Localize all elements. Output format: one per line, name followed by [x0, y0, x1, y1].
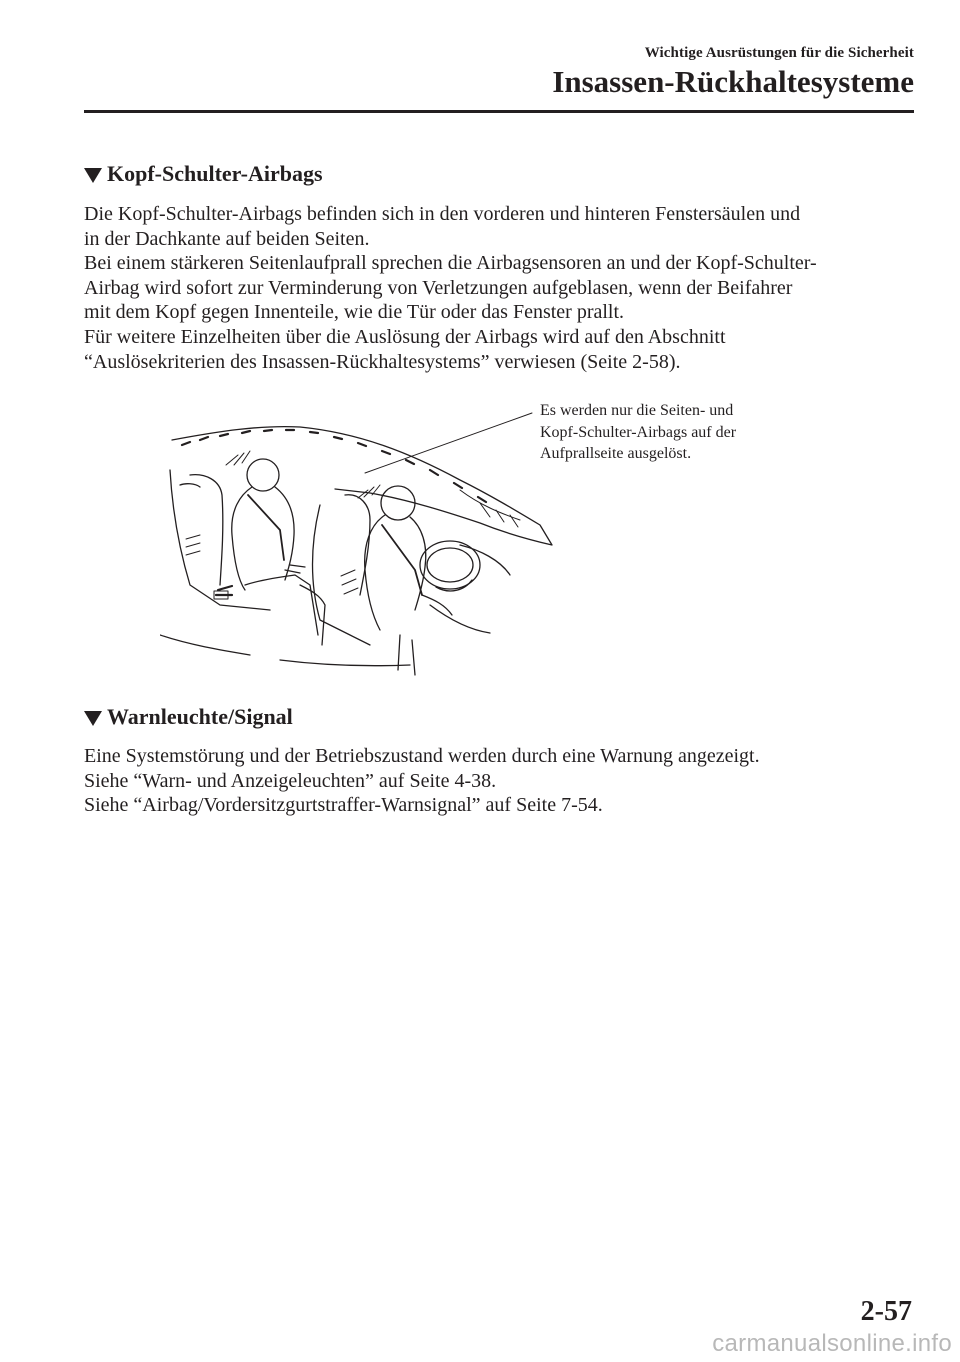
driver-torso [365, 515, 385, 630]
page-number: 2-57 [860, 1296, 912, 1327]
rear-passenger-head [247, 459, 279, 491]
triangle-bullet-icon [84, 168, 102, 183]
watermark: carmanualsonline.info [712, 1330, 952, 1357]
section-body [84, 202, 914, 374]
front-seat [313, 505, 371, 645]
body-line: “Auslösekriterien des Insassen-Rückhaltesystems” verwiesen (Seite 2-58). [84, 350, 681, 373]
header-divider [84, 110, 914, 113]
chapter-subtitle: Wichtige Ausrüstungen für die Sicherheit [644, 45, 914, 61]
body-line: mit dem Kopf gegen Innenteile, wie die Tür oder das Fenster prallt. [84, 301, 625, 324]
body-line: Eine Systemstörung und der Betriebszustand werden durch eine Warnung angezeigt. [84, 745, 760, 767]
section-warning-light [84, 703, 914, 818]
section-heading [84, 703, 914, 731]
figure-callout [540, 400, 736, 465]
section-heading-text: Warnleuchte/Signal [107, 704, 293, 729]
section-body [84, 744, 914, 818]
section-heading-text: Kopf-Schulter-Airbags [107, 161, 323, 186]
body-line: Für weitere Einzelheiten über die Auslösung der Airbags wird auf den Abschnitt [84, 325, 726, 348]
body-line: Siehe “Airbag/Vordersitzgurtstraffer-Warnsignal” auf Seite 7-54. [84, 794, 603, 817]
page-header [552, 44, 914, 100]
chapter-title: Insassen-Rückhaltesysteme [552, 64, 914, 99]
callout-line: Es werden nur die Seiten- und [540, 402, 734, 419]
body-line: Die Kopf-Schulter-Airbags befinden sich in den vorderen und hinteren Fenstersäulen und [84, 203, 801, 225]
body-line: Airbag wird sofort zur Verminderung von Verletzungen aufgeblasen, wenn der Beifahrer [84, 276, 793, 299]
section-heading [84, 160, 914, 188]
callout-line: Aufprallseite ausgelöst. [540, 445, 692, 462]
body-line: in der Dachkante auf beiden Seiten. [84, 227, 370, 250]
airbag-illustration [160, 395, 580, 680]
rear-passenger-torso [232, 487, 252, 590]
callout-line: Kopf-Schulter-Airbags auf der [540, 423, 737, 441]
section-head-shoulder-airbags [84, 160, 914, 374]
triangle-bullet-icon [84, 711, 102, 726]
body-line: Siehe “Warn- und Anzeigeleuchten” auf Seite 4-38. [84, 769, 497, 792]
callout-leader-line [365, 413, 532, 473]
body-line: Bei einem stärkeren Seitenlaufprall sprechen die Airbagsensoren an und der Kopf-Schulter- [84, 252, 817, 275]
driver-head [381, 486, 415, 520]
